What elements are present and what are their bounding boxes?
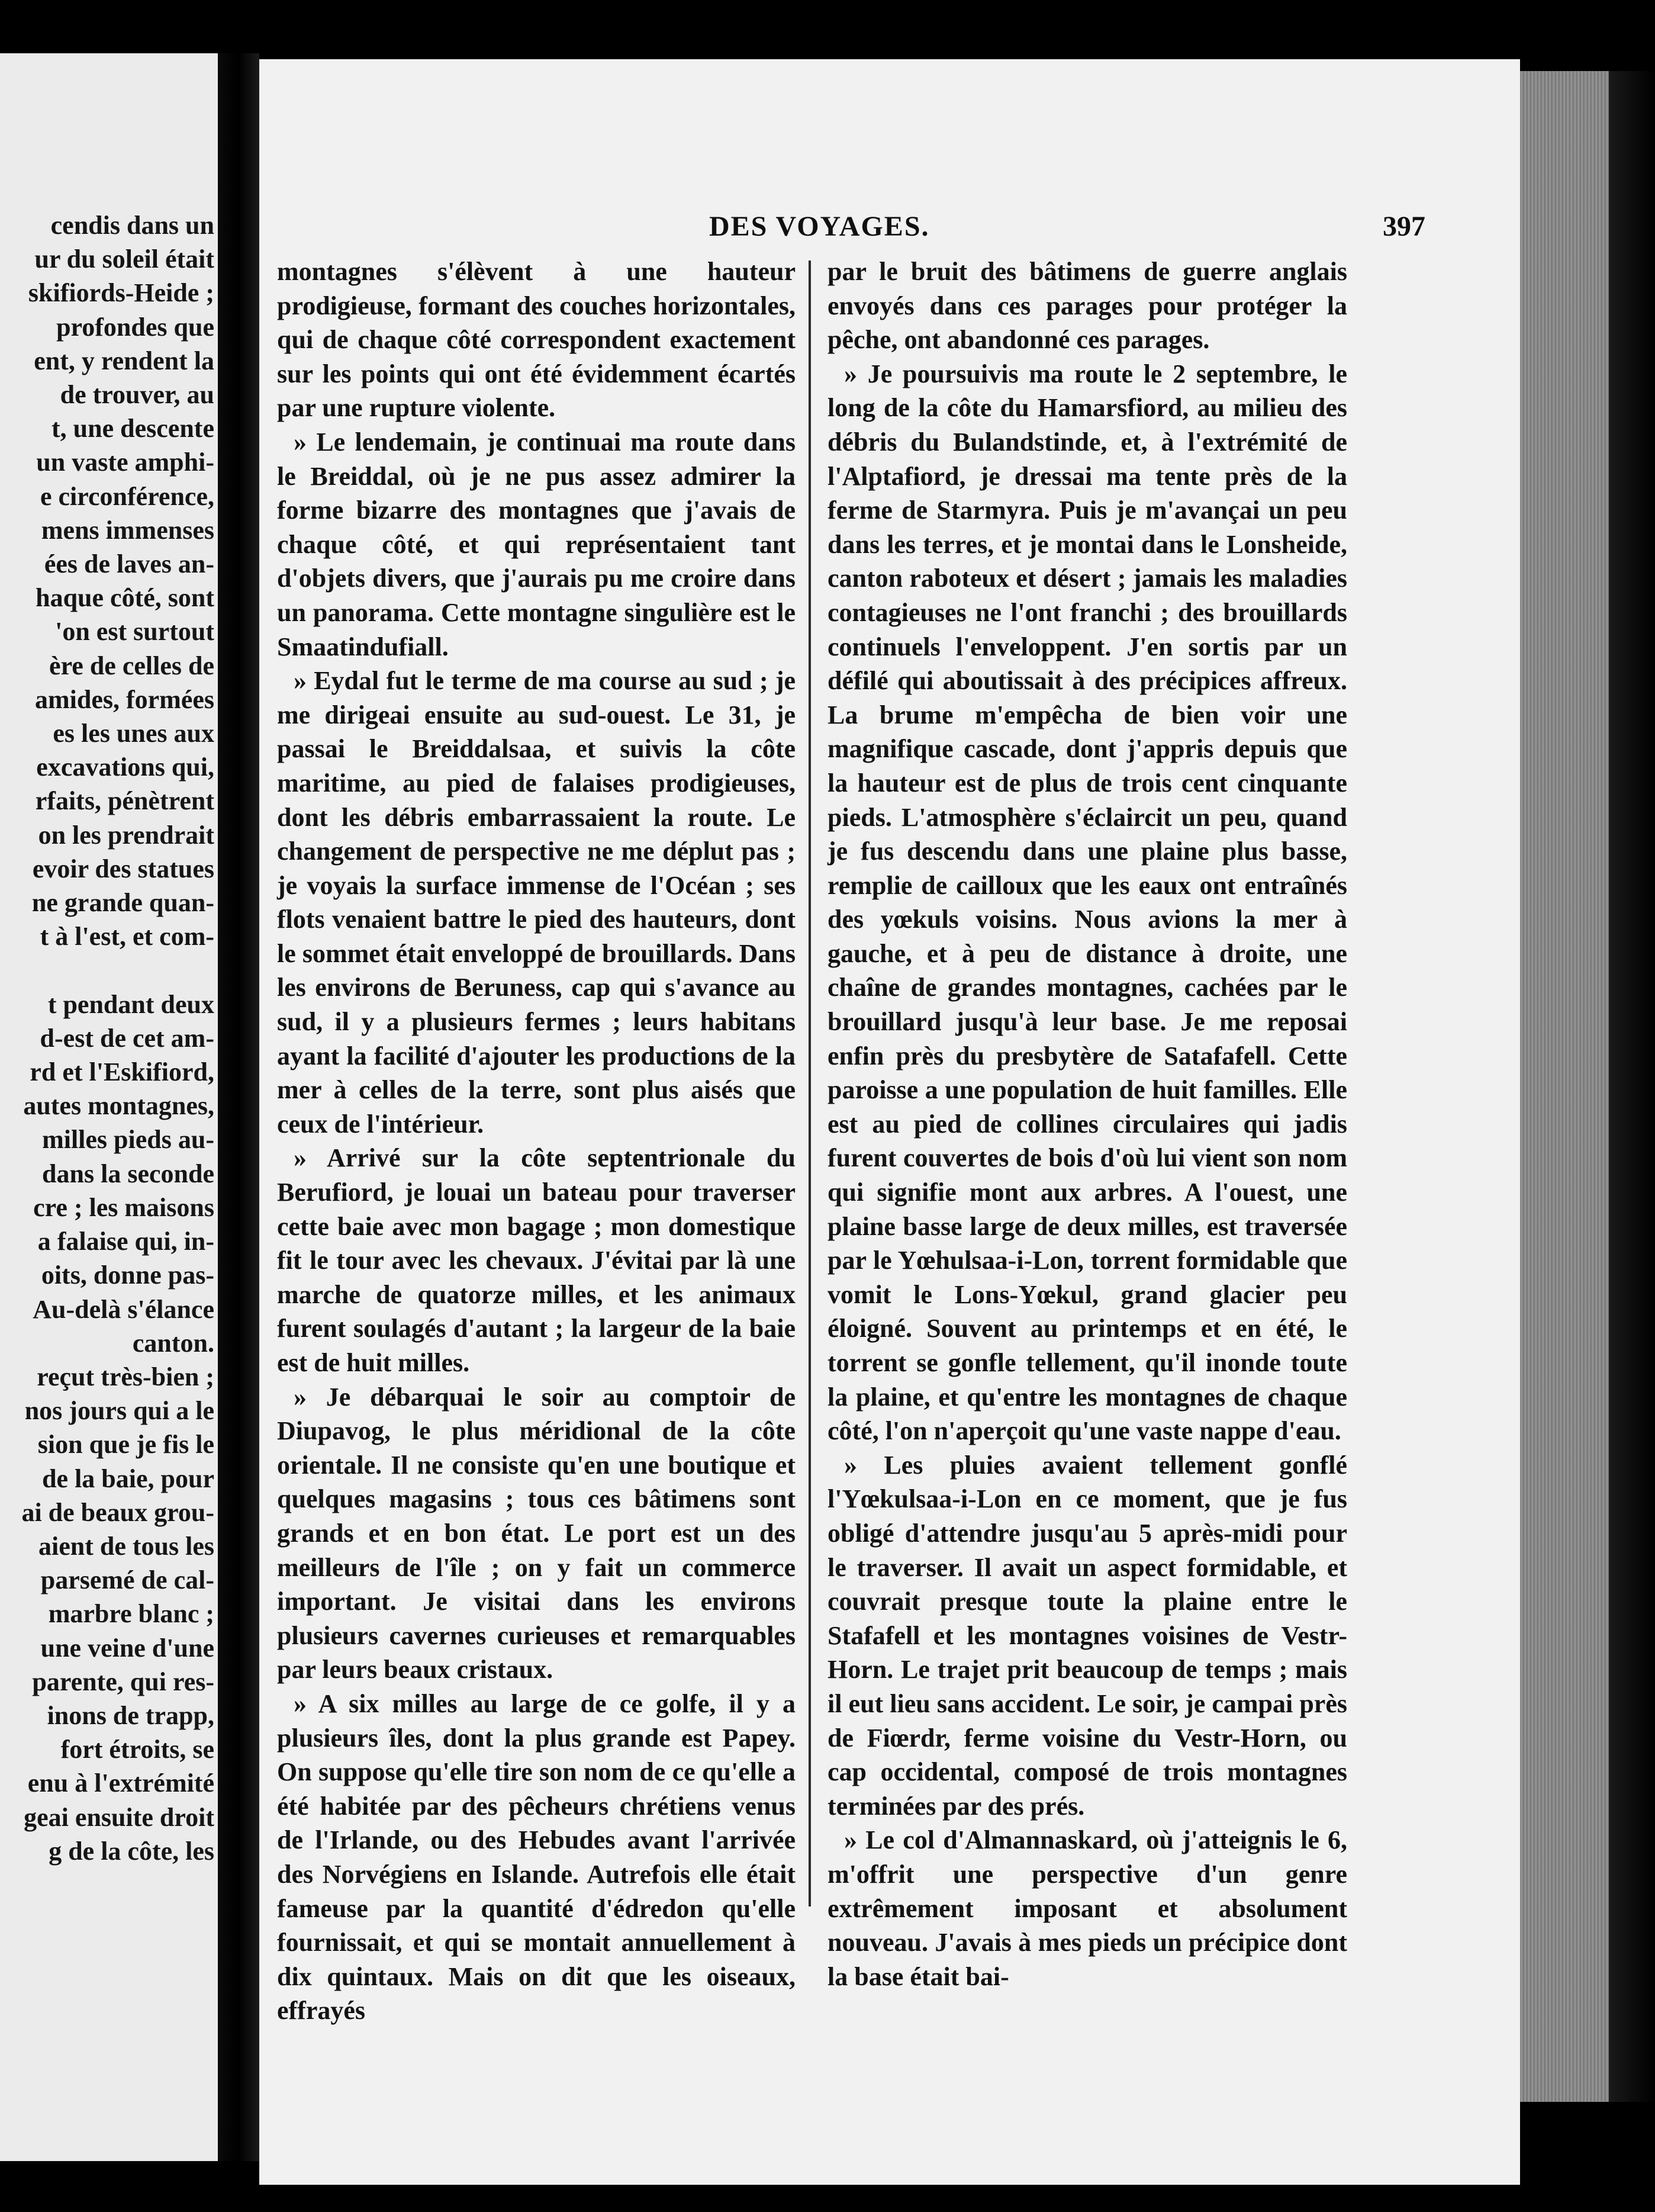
- paragraph: » Je débarquai le soir au comptoir de Diupavog, le plus méridional de la côte orientale. Il ne consiste qu'en une boutique et quelques magasins ; tous ces bâtimens sont grands et en bon état. Le port est un des meilleurs de l'île ; on y fait un commerce important. Je visitai dans les environs plusieurs cavernes curieuses et remarquables par leurs beaux cristaux.: [277, 1382, 796, 1684]
- paragraph: » Les pluies avaient tellement gonflé l'Yœkulsaa-i-Lon en ce moment, que je fus obligé d'attendre jusqu'au 5 après-midi pour le traverser. Il avait un aspect formidable, et couvrait presque toute la plaine entre le Stafafell et les montagnes voisines de Vestr-Horn. Le trajet prit beaucoup de temps ; mais il eut lieu sans accident. Le soir, je campai près de Fiœrdr, ferme voisine du Vestr-Horn, ou cap occidental, composé de trois montagnes terminées par des prés.: [828, 1450, 1347, 1821]
- page-number: 397: [1383, 211, 1425, 242]
- left-page-line: excavations qui,: [36, 753, 214, 782]
- left-page-line: d-est de cet am-: [40, 1023, 214, 1053]
- left-page-line: mens immenses: [41, 515, 214, 545]
- left-page-line: une veine d'une: [40, 1633, 214, 1663]
- column-rule: [809, 261, 811, 1906]
- paragraph-continuation: montagnes s'élèvent à une hauteur prodigieuse, formant des couches horizontales, qui de chaque côté correspondent exactement sur les points qui ont été évidemment écartés par une rupture violente.: [277, 257, 796, 423]
- left-page-line: e circonférence,: [40, 481, 214, 511]
- running-title: DES VOYAGES.: [709, 211, 930, 242]
- left-page-line: amides, formées: [34, 684, 214, 714]
- left-page-line: oits, donne pas-: [41, 1261, 214, 1290]
- left-page-line: on les prendrait: [38, 820, 214, 850]
- left-page-line: un vaste amphi-: [36, 448, 214, 477]
- paragraph: » Le lendemain, je continuai ma route dans le Breiddal, où je ne pus assez admirer la forme bizarre des montagnes que j'avais de chaque côté, et qui représentaient tant d'objets divers, que j'aurais pu me croire dans un panorama. Cette montagne singulière est le Smaatindufiall.: [277, 427, 796, 661]
- paragraph-continuation: par le bruit des bâtimens de guerre anglais envoyés dans ces parages pour protéger la pêche, ont abandonné ces parages.: [828, 257, 1347, 355]
- left-page-line: es les unes aux: [53, 719, 214, 748]
- left-page-text: [0, 208, 218, 1868]
- left-page-line: t à l'est, et com-: [40, 922, 214, 951]
- left-page-line: 'on est surtout: [55, 617, 214, 647]
- left-page-line: dans la seconde: [42, 1159, 214, 1188]
- left-page-line: fort étroits, se: [60, 1735, 214, 1764]
- left-page-line: ées de laves an-: [44, 549, 214, 579]
- left-page-line: de la baie, pour: [42, 1464, 214, 1493]
- left-page-line: marbre blanc ;: [48, 1599, 214, 1629]
- left-page-line: autes montagnes,: [23, 1091, 214, 1121]
- left-page-line: enu à l'extrémité: [27, 1769, 214, 1798]
- paragraph: » Arrivé sur la côte septentrionale du Berufiord, je louai un bateau pour traverser cette baie avec mon bagage ; mon domestique fit le tour avec les chevaux. J'évitai par là une marche de quatorze milles, et les animaux furent soulagés d'autant ; la largeur de la baie est de huit milles.: [277, 1143, 796, 1377]
- left-page-line: parsemé de cal-: [40, 1565, 214, 1595]
- paragraph: » A six milles au large de ce golfe, il y a plusieurs îles, dont la plus grande est Papey. On suppose qu'elle tire son nom de ce qu'elle a été habitée par des pêcheurs chrétiens venus de l'Irlande, ou des Hebudes avant l'arrivée des Norvégiens en Islande. Autrefois elle était fameuse par la quantité d'édredon qu'elle fournissait, et qui se montait annuellement à dix quintaux. Mais on dit que les oiseaux, effrayés: [277, 1689, 796, 2025]
- left-page-line: inons de trapp,: [47, 1700, 214, 1730]
- paragraph: » Je poursuivis ma route le 2 septembre, le long de la côte du Hamarsfiord, au milieu des débris du Bulandstinde, et, à l'extrémité de l'Alptafiord, je dressai ma tente près de la ferme de Starmyra. Puis je m'avançai un peu dans les terres, et je montai dans le Lonsheide, canton raboteux et désert ; jamais les maladies contagieuses ne l'ont franchi ; des brouillards continuels l'enveloppent. J'en sortis par un défilé qui aboutissait à des précipices affreux. La brume m'empêcha de bien voir une magnifique cascade, dont j'appris depuis que la hauteur est de plus de trois cent cinquante pieds. L'atmosphère s'éclaircit un peu, quand je fus descendu dans une plaine plus basse, remplie de cailloux que les eaux ont entraînés des yœkuls voisins. Nous avions la mer à gauche, et à peu de distance à droite, une chaîne de grandes montagnes, cachées par le brouillard jusqu'à leur base. Je me reposai enfin près du presbytère de Satafafell. Cette paroisse a une population de huit familles. Elle est au pied de collines circulaires qui jadis furent couvertes de bois d'où lui vient son nom qui signifie mont aux arbres. A l'ouest, une plaine basse large de deux milles, est traversée par le Yœhulsaa-i-Lon, torrent formidable que vomit le Lons-Yœkul, grand glacier peu éloigné. Souvent au printemps et en été, le torrent se gonfle tellement, qu'il inonde toute la plaine, et qu'entre les montagnes de chaque côté, l'on n'aperçoit qu'une vaste nappe d'eau.: [828, 359, 1347, 1446]
- book-gutter: [218, 53, 259, 2161]
- left-page-line: sion que je fis le: [37, 1430, 214, 1459]
- left-page-line: cendis dans un: [50, 211, 214, 240]
- left-page-line: geai ensuite droit: [24, 1802, 214, 1832]
- left-page-line: haque côté, sont: [36, 583, 214, 613]
- left-page-line: a falaise qui, in-: [37, 1227, 214, 1256]
- page-header: [259, 210, 1425, 246]
- left-page-line: rfaits, pénètrent: [35, 786, 214, 816]
- left-page-line: Au-delà s'élance: [33, 1294, 214, 1324]
- left-page-line: nos jours qui a le: [24, 1396, 214, 1426]
- left-page-line: aient de tous les: [38, 1531, 214, 1561]
- left-page-line: profondes que: [56, 312, 214, 342]
- left-page-line: t, une descente: [51, 414, 214, 443]
- page-edges: [1520, 71, 1609, 2102]
- left-page-line: evoir des statues: [32, 854, 214, 883]
- paragraph: » Le col d'Almannaskard, où j'atteignis le 6, m'offrit une perspective d'un genre extrêmement imposant et absolument nouveau. J'avais à mes pieds un précipice dont la base était bai-: [828, 1825, 1347, 1991]
- text-column-left: [277, 255, 796, 2028]
- left-page-line: milles pieds au-: [42, 1125, 214, 1155]
- left-page-line: ent, y rendent la: [34, 346, 214, 375]
- left-page-line: ur du soleil était: [34, 245, 214, 274]
- left-page-line: de trouver, au: [60, 380, 214, 410]
- left-page-line: [0, 953, 218, 987]
- left-page-line: reçut très-bien ;: [37, 1362, 214, 1391]
- left-page-line: skifiords-Heide ;: [28, 278, 214, 308]
- left-page-line: ne grande quan-: [31, 888, 214, 918]
- left-page-line: ère de celles de: [49, 651, 214, 680]
- text-column-right: [828, 255, 1347, 1994]
- left-facing-page: [0, 53, 218, 2161]
- left-page-line: canton.: [132, 1328, 214, 1358]
- left-page-line: cre ; les maisons: [33, 1192, 214, 1222]
- edge-shadow: [1609, 71, 1655, 2102]
- paragraph: » Eydal fut le terme de ma course au sud ; je me dirigeai ensuite au sud-ouest. Le 31, je passai le Breiddalsaa, et suivis la côte maritime, au pied de falaises prodigieuses, dont les débris embarrassaient la route. Le changement de perspective ne me déplut pas ; je voyais la surface immense de l'Océan ; ses flots venaient battre le pied des hauteurs, dont le sommet était enveloppé de brouillards. Dans les environs de Beruness, cap qui s'avance au sud, il y a plusieurs fermes ; leurs habitans ayant la facilité d'ajouter les productions de la mer à celles de la terre, sont plus aisés que ceux de l'intérieur.: [277, 666, 796, 1139]
- left-page-line: ai de beaux grou-: [21, 1497, 214, 1527]
- left-page-line: rd et l'Eskifiord,: [30, 1057, 214, 1087]
- left-page-line: parente, qui res-: [32, 1667, 214, 1696]
- left-page-line: t pendant deux: [47, 989, 214, 1019]
- left-page-line: g de la côte, les: [49, 1836, 214, 1866]
